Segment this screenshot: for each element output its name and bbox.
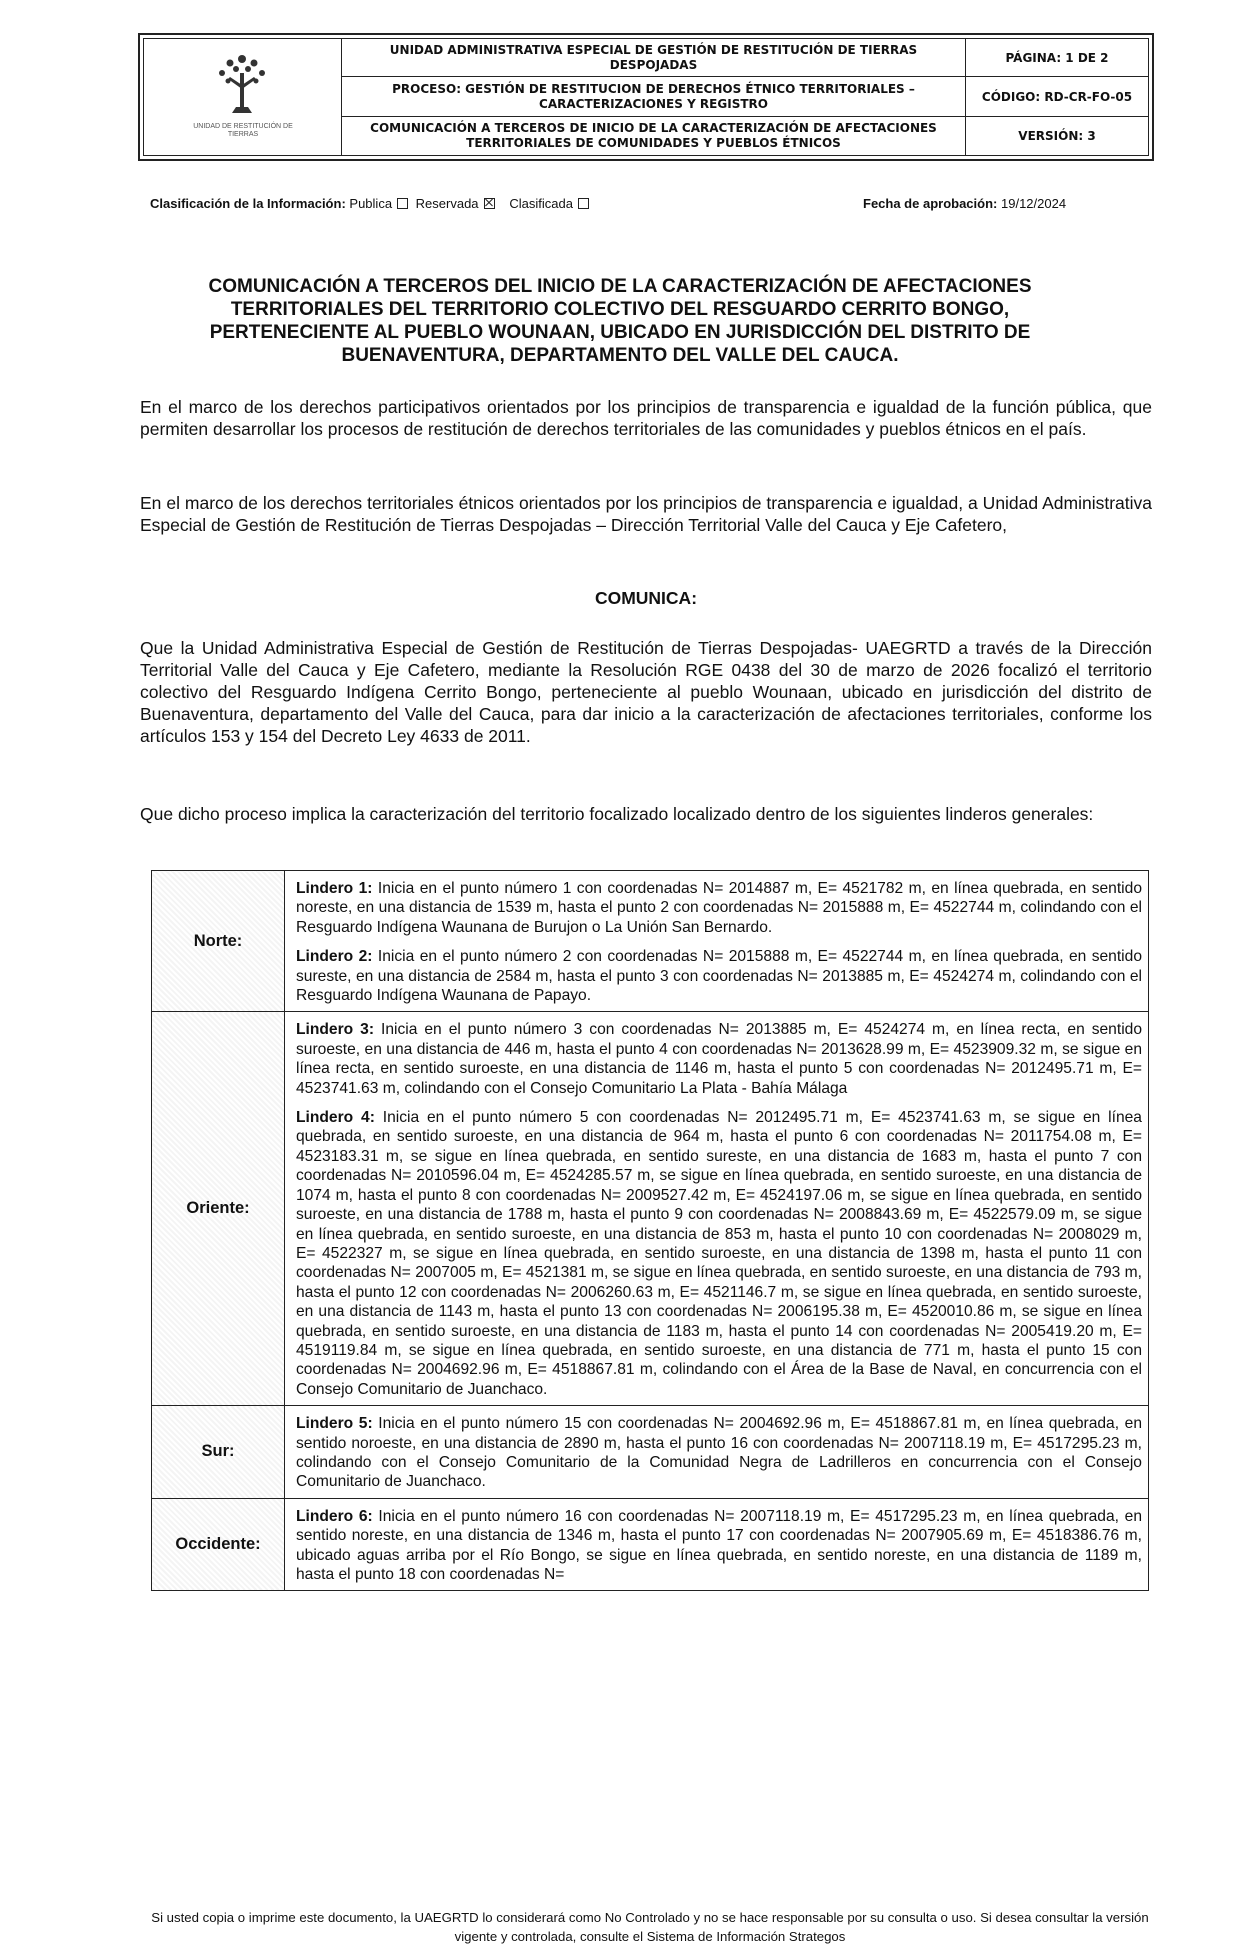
clasificada-checkbox [578,198,589,209]
option-publica: Publica [349,196,393,211]
approval-date-label: Fecha de aprobación: [863,196,998,211]
linderos-table [151,870,1149,1591]
document-title: COMUNICACIÓN A TERCEROS DEL INICIO DE LA CARACTERIZACIÓN DE AFECTACIONES TERRITORIALES DEL TERRITORIO COLECTIVO DEL RESGUARDO CERRITO BONGO, PERTENECIENTE AL PUEBLO WOUNAAN, UBICADO EN JURISDICCIÓN DEL DISTRITO DE BUENAVENTURA, DEPARTAMENTO DEL VALLE DEL CAUCA. [208,276,1032,366]
label-norte: Norte: [152,871,285,1012]
lindero-6-text: Inicia en el punto número 16 con coordenadas N= 2007118.19 m, E= 4517295.23 m, en línea quebrada, en sentido noreste, en una distancia de 1346 m, hasta el punto 17 con coordenadas N= 2007905.69 m, E= 4518386.76 m, ubicado aguas arriba por el Río Bongo, se sigue en línea quebrada, en sentido noreste, en una distancia de 1189 m, hasta el punto 18 con coordenadas N= [296,1507,1142,1583]
paragraph-1: En el marco de los derechos participativos orientados por los principios de transparencia e igualdad de la función pública, que permiten desarrollar los procesos de restitución de derechos territoriales de las comunidades y pueblos étnicos en el país. [140,397,1152,439]
row-sur [152,1406,1149,1499]
tree-logo-icon [202,49,282,121]
cell-occidente [285,1498,1149,1591]
label-sur: Sur: [152,1406,285,1499]
cell-oriente [285,1012,1149,1406]
lindero-5-label: Lindero 5: [296,1415,373,1433]
logo-text: UNIDAD DE RESTITUCIÓN DE TIERRAS [193,123,293,138]
lindero-3-text: Inicia en el punto número 3 con coordenadas N= 2013885 m, E= 4524274 m, en línea recta, en sentido suroeste, en una distancia de 446 m, hasta el punto 4 con coordenadas N= 2013628.99 m, E= 4523909.32 m, se sigue en línea recta, en sentido suroeste, en una distancia de 1146 m, hasta el punto 5 con coordenadas N= 2012495.71 m, E= 4523741.63 m, colindando con el Consejo Comunitario La Plata - Bahía Málaga [296,1021,1142,1097]
approval-date-value: 19/12/2024 [1001,196,1067,211]
option-reservada: Reservada [415,196,479,211]
paragraph-4: Que dicho proceso implica la caracterización del territorio focalizado localizado dentro de los siguientes linderos generales: [140,804,1094,824]
cell-sur [285,1406,1149,1499]
footer-disclaimer: Si usted copia o imprime este documento, la UAEGRTD lo considerará como No Controlado y no se hace responsable por su consulta o uso. Si desea consultar la versión vigente y controlada, consulte el Sistema de Información Strategos [151,1910,1149,1944]
lindero-4-label: Lindero 4: [296,1109,375,1127]
comunica-heading: COMUNICA: [594,588,698,608]
lindero-6-label: Lindero 6: [296,1507,373,1525]
lindero-1 [296,879,1142,937]
document-header [138,33,1154,161]
header-version: VERSIÓN: 3 [1018,129,1096,143]
lindero-4-text: Inicia en el punto número 5 con coordenadas N= 2012495.71 m, E= 4523741.63 m, se sigue en línea quebrada, en sentido suroeste, en una distancia de 964 m, hasta el punto 6 con coordenadas N= 2011754.08 m, E= 4523183.31 m, se sigue en línea quebrada, en sentido sureste, en una distancia de 1683 m, hasta el punto 7 con coordenadas N= 2010596.04 m, E= 4524285.57 m, se sigue en línea quebrada, en sentido suroeste, en una distancia de 1074 m, hasta el punto 8 con coordenadas N= 2009527.42 m, E= 4524197.06 m, se sigue en línea quebrada, en sentido suroeste, en una distancia de 1788 m, hasta el punto 9 con coordenadas N= 2008843.69 m, E= 4522579.09 m, se sigue en línea quebrada, en sentido suroeste, en una distancia de 853 m, hasta el punto 10 con coordenadas N= 2008029 m, E= 4522327 m, se sigue en línea quebrada, en sentido suroeste, en una distancia de 1398 m, hasta el punto 11 con coordenadas N= 2007005 m, E= 4521381 m, se sigue en línea quebrada, en sentido suroeste, en una distancia de 793 m, hasta el punto 12 con coordenadas N= 2006260.63 m, E= 4521146.7 m, se sigue en línea quebrada, en sentido suroeste, en una distancia de 1143 m, hasta el punto 13 con coordenadas N= 2006195.38 m, E= 4520010.86 m, se sigue en línea quebrada, en sentido suroeste, en una distancia de 1183 m, hasta el punto 14 con coordenadas N= 2005419.20 m, E= 4519119.84 m, se sigue en línea quebrada, en sentido suroeste, en una distancia de 771 m, hasta el punto 15 con coordenadas N= 2004692.96 m, E= 4518867.81 m, colindando con el Área de la Base de Naval, en concurrencia con el Consejo Comunitario de Juanchaco. [296,1109,1142,1398]
row-oriente [152,1012,1149,1406]
lindero-5-text: Inicia en el punto número 15 con coordenadas N= 2004692.96 m, E= 4518867.81 m, en línea quebrada, en sentido noroeste, en una distancia de 2890 m, hasta el punto 16 con coordenadas N= 2007118.19 m, E= 4517295.23 m, colindando con el Consejo Comunitario de la Comunidad Negra de Ladrilleros en concurrencia con el Consejo Comunitario de Juanchaco. [296,1415,1142,1491]
option-clasificada: Clasificada [509,196,573,211]
paragraph-2: En el marco de los derechos territoriales étnicos orientados por los principios de transparencia e igualdad, a Unidad Administrativa Especial de Gestión de Restitución de Tierras Despojadas – Dirección Territorial Valle del Cauca y Eje Cafetero, [140,493,1152,535]
lindero-1-text: Inicia en el punto número 1 con coordenadas N= 2014887 m, E= 4521782 m, en línea quebrada, en sentido noreste, en una distancia de 1539 m, hasta el punto 2 con coordenadas N= 2015888 m, E= 4522744 m, colindando con el Resguardo Indígena Waunana de Burujon o La Unión San Bernardo. [296,880,1142,936]
header-code: CÓDIGO: RD-CR-FO-05 [966,77,1148,117]
header-entity: UNIDAD ADMINISTRATIVA ESPECIAL DE GESTIÓN DE RESTITUCIÓN DE TIERRAS DESPOJADAS [342,39,965,77]
approval-date [863,196,1066,211]
lindero-2 [296,947,1142,1005]
lindero-2-text: Inicia en el punto número 2 con coordenadas N= 2015888 m, E= 4522744 m, en línea quebrada, en sentido sureste, en una distancia de 2584 m, hasta el punto 3 con coordenadas N= 2013885 m, E= 4524274 m, colindando con el Resguardo Indígena Waunana de Papayo. [296,948,1142,1005]
logo [144,39,342,155]
classification-label: Clasificación de la Información: [150,196,346,211]
row-occidente [152,1498,1149,1591]
lindero-6 [296,1507,1142,1585]
lindero-3-label: Lindero 3: [296,1021,375,1039]
publica-checkbox [397,198,408,209]
lindero-3 [296,1020,1142,1098]
cell-norte [285,871,1149,1012]
paragraph-3: Que la Unidad Administrativa Especial de Gestión de Restitución de Tierras Despojadas- UAEGRTD a través de la Dirección Territorial Valle del Cauca y Eje Cafetero, mediante la Resolución RGE 0438 del 30 de marzo de 2026 focalizó el territorio colectivo del Resguardo Indígena Cerrito Bongo, perteneciente al pueblo Wounaan, ubicado en jurisdicción del distrito de Buenaventura, departamento del Valle del Cauca, para dar inicio a la caracterización de afectaciones territoriales, conforme los artículos 153 y 154 del Decreto Ley 4633 de 2011. [140,638,1152,746]
lindero-5 [296,1414,1142,1492]
lindero-2-label: Lindero 2: [296,948,373,966]
classification-row [150,196,593,211]
header-form-title: COMUNICACIÓN A TERCEROS DE INICIO DE LA CARACTERIZACIÓN DE AFECTACIONES TERRITORIALES DE COMUNIDADES Y PUEBLOS ÉTNICOS [370,121,937,150]
lindero-4 [296,1108,1142,1399]
label-occidente: Occidente: [152,1498,285,1591]
header-page: PÁGINA: 1 DE 2 [966,39,1148,77]
header-process: PROCESO: GESTIÓN DE RESTITUCION DE DERECHOS ÉTNICO TERRITORIALES – CARACTERIZACIONES Y REGISTRO [342,77,965,117]
reservada-checkbox [484,198,495,209]
lindero-1-label: Lindero 1: [296,880,373,897]
row-norte [152,871,1149,1012]
label-oriente: Oriente: [152,1012,285,1406]
